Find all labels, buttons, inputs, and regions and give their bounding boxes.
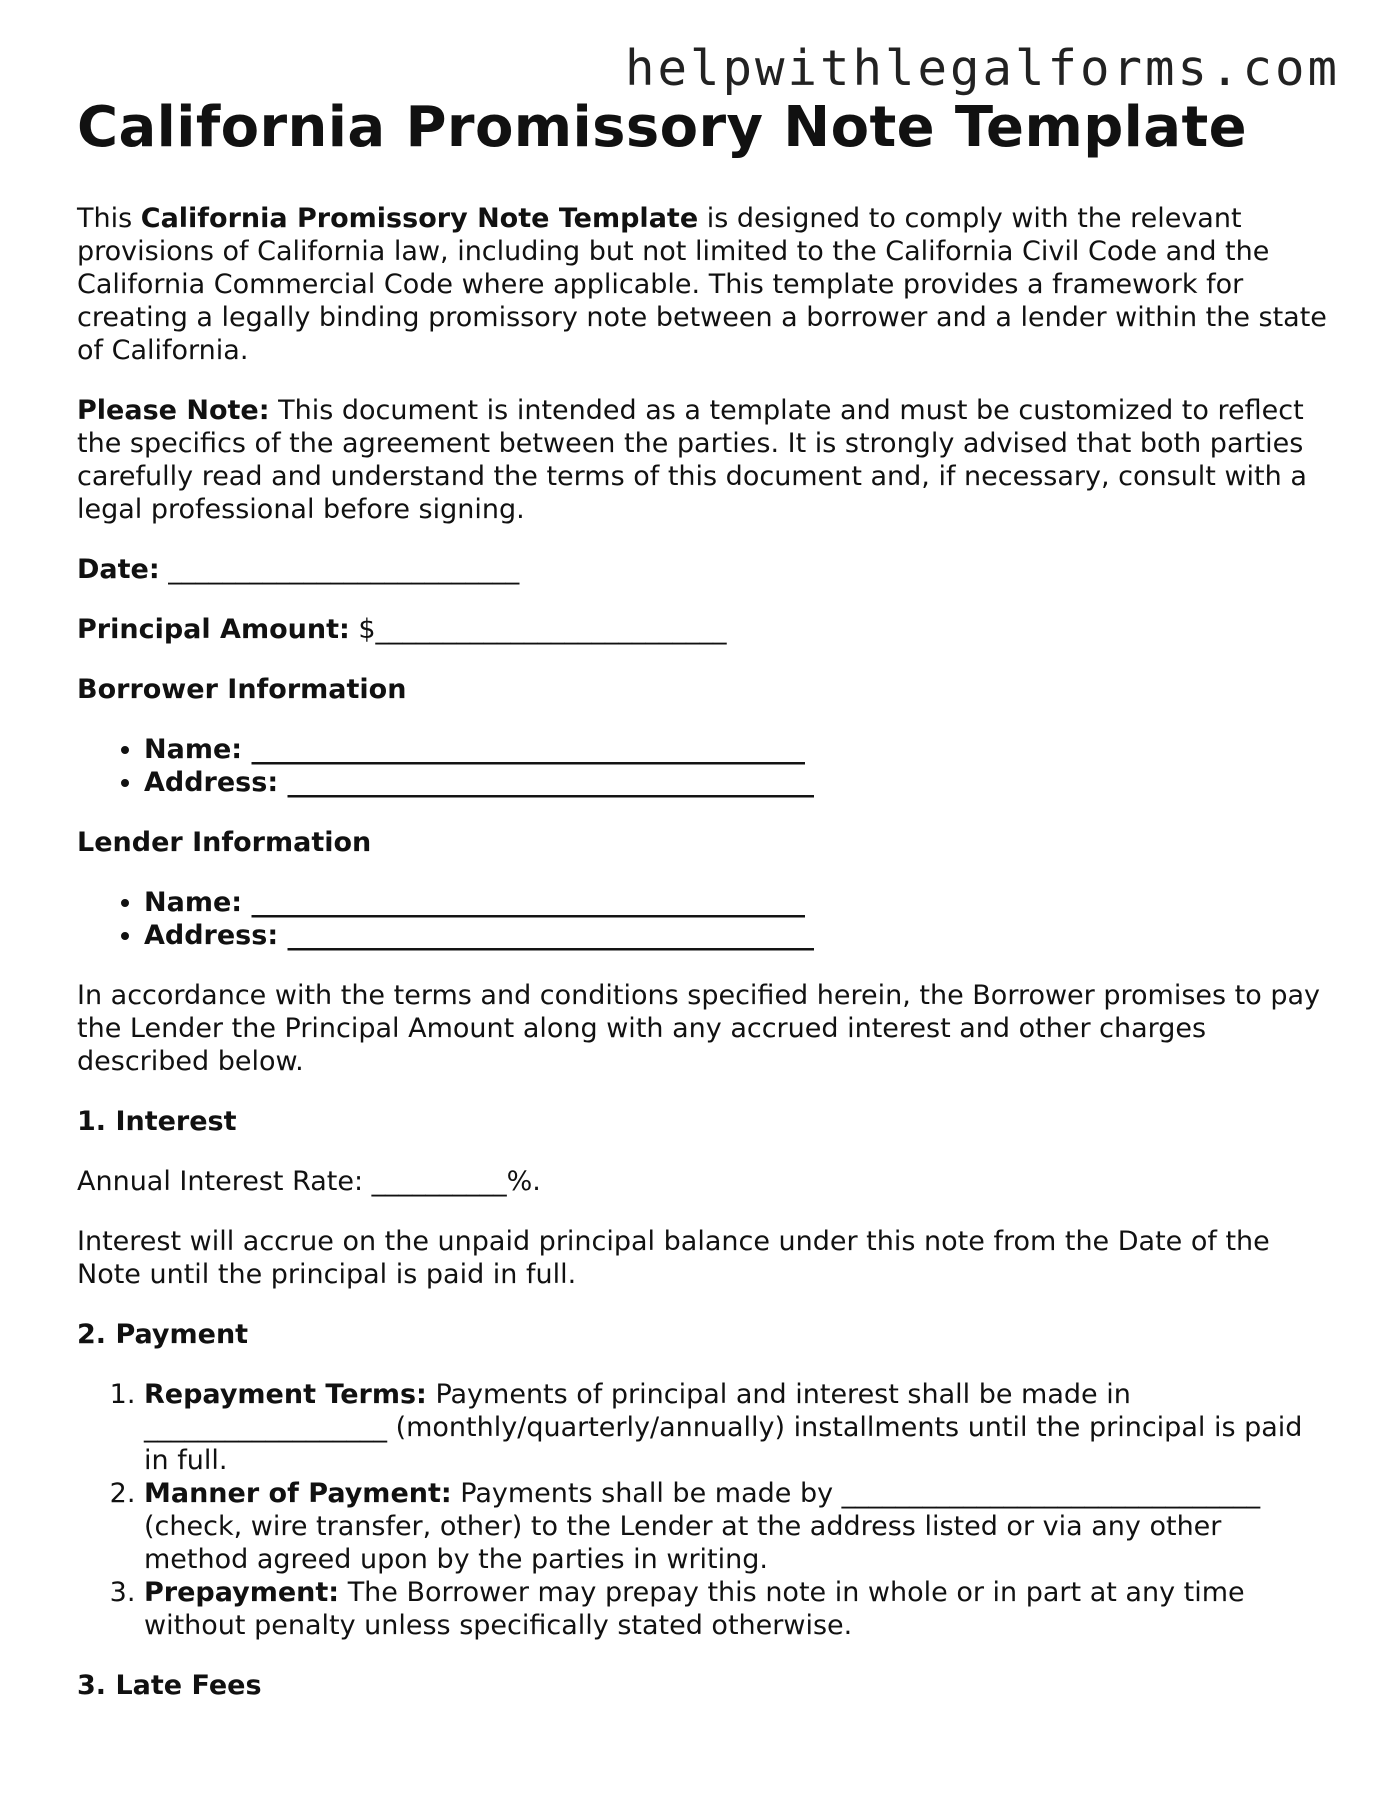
borrower-name-item <box>144 733 1327 766</box>
principal-label: Principal Amount: <box>77 614 350 646</box>
intro-text: is designed to comply with the relevant provisions of California law, including but not limited to the California Civil Code and the California Commercial Code where applicable. This template provides a framework for creating a legally binding promissory note between a borrower and a lender within the state of California. <box>77 203 1327 367</box>
interest-accrual-paragraph: Interest will accrue on the unpaid principal balance under this note from the Date of the Note until the principal is paid in full. <box>77 1226 1270 1291</box>
lender-address-blank[interactable]: _______________________________________ <box>278 920 815 952</box>
lender-address-label: Address: <box>144 920 279 952</box>
payment-term-label: Repayment Terms: <box>144 1379 427 1411</box>
lender-address-item <box>144 919 1327 952</box>
page-title: California Promissory Note Template <box>77 95 1248 160</box>
lender-heading: Lender Information <box>77 827 372 859</box>
notice-text: This document is intended as a template and must be customized to reflect the specifics of the agreement between the parties. It is strongly advised that both parties carefully read and understand the terms of this document and, if necessary, consult with a legal professional before signing. <box>77 395 1307 526</box>
borrower-address-label: Address: <box>144 767 279 799</box>
document-body <box>77 94 1327 1729</box>
interest-heading: 1. Interest <box>77 1106 237 1138</box>
notice-paragraph <box>77 394 1327 526</box>
intro-bold-title: California Promissory Note Template <box>140 203 699 235</box>
lender-name-blank[interactable]: _________________________________________ <box>242 887 805 919</box>
site-watermark: helpwithlegalforms.com <box>624 40 1340 97</box>
payment-term-item <box>144 1576 1327 1642</box>
payment-term-label: Prepayment: <box>144 1577 340 1609</box>
borrower-name-blank[interactable]: _________________________________________ <box>242 734 805 766</box>
borrower-address-item <box>144 766 1327 799</box>
payment-term-text: Payments shall be made by _______________________________ (check, wire transfer, other) to the Lender at the address listed or via any other method agreed upon by the parties in writing. <box>144 1478 1261 1576</box>
lender-list <box>77 886 1327 952</box>
payment-term-item <box>144 1477 1327 1576</box>
borrower-name-label: Name: <box>144 734 243 766</box>
payment-terms-list <box>77 1378 1327 1642</box>
interest-rate-line[interactable]: Annual Interest Rate: __________%. <box>77 1166 541 1198</box>
date-label: Date: <box>77 554 160 586</box>
late-fees-heading: 3. Late Fees <box>77 1670 262 1702</box>
lender-name-label: Name: <box>144 887 243 919</box>
intro-paragraph <box>77 202 1327 367</box>
payment-term-item <box>144 1378 1327 1477</box>
date-field <box>77 553 1327 586</box>
borrower-address-blank[interactable]: _______________________________________ <box>278 767 815 799</box>
payment-term-text: The Borrower may prepay this note in whole or in part at any time without penalty unless specifically stated otherwise. <box>144 1577 1245 1642</box>
payment-term-label: Manner of Payment: <box>144 1478 452 1510</box>
borrower-list <box>77 733 1327 799</box>
principal-blank[interactable]: $__________________________ <box>349 614 727 646</box>
principal-amount-field <box>77 613 1327 646</box>
notice-label: Please Note: <box>77 395 270 427</box>
lender-name-item <box>144 886 1327 919</box>
intro-prefix: This <box>77 203 141 235</box>
date-blank[interactable]: __________________________ <box>159 554 520 586</box>
payment-heading: 2. Payment <box>77 1319 249 1351</box>
promise-paragraph: In accordance with the terms and conditions specified herein, the Borrower promises to pay the Lender the Principal Amount along with any accrued interest and other charges described below. <box>77 980 1321 1078</box>
borrower-heading: Borrower Information <box>77 674 407 706</box>
payment-term-text: Payments of principal and interest shall be made in __________________ (monthly/quarterly/annually) installments until the principal is paid in full. <box>144 1379 1303 1477</box>
